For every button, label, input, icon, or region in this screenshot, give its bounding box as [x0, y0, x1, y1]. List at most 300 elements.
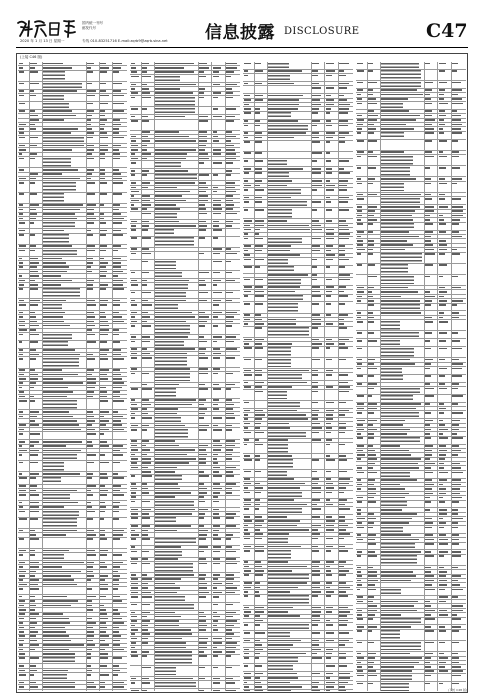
table-cell [142, 170, 149, 172]
table-cell [326, 286, 335, 288]
table-cell [213, 587, 218, 589]
table-cell [131, 445, 136, 447]
table-cell [244, 185, 251, 187]
table-cell [213, 629, 218, 631]
table-cell [368, 596, 374, 598]
table-cell [268, 83, 294, 85]
table-cell [368, 368, 376, 370]
table-cell [226, 272, 232, 274]
table-cell [452, 445, 459, 447]
table-cell [244, 238, 248, 240]
table-cell [155, 353, 187, 355]
table-cell [226, 449, 233, 451]
table-cell [213, 616, 220, 618]
table-cell [43, 445, 66, 447]
table-cell [113, 119, 120, 121]
table-cell [339, 343, 345, 345]
table-cell [255, 520, 264, 522]
table-row [130, 237, 240, 248]
table-cell [439, 479, 448, 481]
table-cell [312, 141, 320, 143]
table-cell [100, 90, 107, 92]
table-cell [87, 284, 93, 286]
table-cell [326, 168, 333, 170]
table-cell [30, 258, 38, 260]
table-cell [326, 185, 336, 187]
table-cell [155, 229, 174, 234]
table-cell [199, 280, 205, 282]
table-cell [43, 182, 75, 191]
table-cell [425, 236, 430, 238]
table-cell [131, 525, 138, 527]
table-cell [100, 485, 105, 487]
table-cell [113, 374, 121, 376]
table-cell [439, 571, 447, 573]
table-cell [87, 429, 96, 431]
table-cell [142, 312, 148, 314]
table-cell [30, 511, 39, 513]
table-cell [452, 580, 458, 582]
table-cell [213, 336, 222, 338]
table-cell [439, 244, 447, 246]
table-cell [425, 231, 432, 233]
table-cell [339, 607, 348, 609]
table-cell [113, 321, 124, 323]
table-cell [131, 633, 135, 635]
table-cell [439, 359, 445, 361]
table-cell [131, 373, 135, 375]
table-cell [19, 554, 22, 556]
table-cell [339, 682, 348, 684]
table-cell [87, 90, 96, 92]
table-cell [213, 513, 219, 515]
table-cell [255, 432, 263, 434]
table-cell [339, 185, 347, 187]
table-cell [339, 516, 345, 518]
table-cell [100, 71, 107, 73]
table-cell [113, 369, 120, 371]
table-cell [19, 284, 24, 286]
table-cell [381, 610, 417, 612]
table-cell [142, 429, 147, 431]
table-cell [244, 516, 249, 518]
table-cell [199, 182, 205, 184]
table-cell [339, 104, 350, 106]
table-cell [368, 82, 377, 84]
table-cell [357, 571, 361, 573]
table-cell [155, 496, 174, 498]
table-cell [226, 551, 236, 553]
table-cell [425, 167, 429, 169]
table-cell [425, 363, 431, 365]
masthead-sub-line1: 国内统一刊号 [82, 21, 103, 25]
table-cell [452, 103, 463, 105]
table-cell [113, 445, 124, 447]
table-cell [312, 570, 319, 572]
table-cell [381, 424, 403, 426]
table-cell [113, 341, 120, 343]
table-cell [439, 666, 446, 668]
table-cell [439, 291, 448, 293]
table-cell [381, 249, 405, 251]
table-cell [100, 490, 108, 492]
table-row [130, 260, 240, 271]
table-cell [268, 120, 298, 122]
table-cell [357, 383, 361, 385]
table-row [356, 411, 466, 419]
table-cell [244, 525, 248, 527]
table-cell [452, 479, 461, 481]
table-cell [368, 332, 374, 334]
table-cell [312, 499, 319, 501]
table-cell [100, 182, 107, 184]
table-cell [87, 391, 94, 393]
table-cell [357, 287, 364, 289]
table-cell [339, 690, 346, 691]
table-cell [439, 589, 445, 591]
table-cell [425, 89, 431, 91]
table-cell [368, 501, 376, 503]
table-cell [452, 363, 463, 365]
table-cell [100, 494, 107, 496]
table-cell [439, 383, 446, 385]
table-cell [213, 225, 220, 227]
table-cell [100, 349, 109, 351]
table-cell [30, 374, 38, 376]
table-cell [142, 467, 148, 469]
table-cell [439, 276, 443, 278]
table-cell [312, 644, 319, 646]
table-cell [425, 156, 434, 158]
table-cell [19, 530, 23, 532]
table-cell [425, 388, 433, 390]
table-cell [312, 538, 318, 540]
table-cell [113, 304, 121, 306]
table-cell [357, 82, 363, 84]
table-cell [19, 518, 26, 520]
table-row [130, 500, 240, 508]
table-cell [142, 530, 148, 532]
table-cell [199, 517, 204, 519]
table-cell [226, 248, 231, 250]
table-cell [87, 230, 92, 232]
table-cell [255, 209, 264, 211]
table-row [130, 229, 240, 237]
table-cell [255, 561, 261, 563]
table-cell [268, 63, 288, 68]
table-cell [19, 550, 26, 552]
table-cell [199, 63, 206, 65]
table-cell [43, 169, 78, 171]
table-cell [142, 84, 147, 86]
table-cell [100, 321, 108, 323]
table-cell [131, 408, 138, 410]
table-cell [425, 551, 431, 553]
table-cell [381, 522, 408, 524]
table-cell [131, 71, 137, 73]
table-cell [312, 291, 320, 293]
table-cell [381, 178, 416, 180]
table-cell [425, 437, 430, 439]
table-cell [155, 272, 181, 277]
table-cell [244, 99, 251, 101]
table-cell [213, 208, 223, 210]
table-cell [87, 341, 96, 343]
table-cell [357, 596, 363, 598]
table-cell [452, 119, 461, 121]
table-cell [19, 266, 23, 268]
table-cell [19, 490, 25, 492]
table-cell [142, 149, 147, 151]
table-cell [142, 300, 148, 302]
table-cell [244, 673, 251, 675]
table-cell [425, 424, 430, 426]
table-cell [244, 229, 251, 231]
table-cell [100, 682, 105, 684]
table-cell [425, 605, 431, 607]
table-cell [30, 454, 38, 456]
table-cell [244, 343, 249, 345]
table-cell [312, 640, 319, 642]
table-cell [255, 410, 263, 412]
table-cell [142, 353, 150, 355]
table-cell [368, 420, 377, 422]
table-cell [100, 477, 109, 479]
table-cell [326, 201, 331, 203]
table-cell [268, 229, 310, 231]
table-cell [312, 259, 316, 261]
table-cell [368, 458, 377, 460]
table-cell [268, 185, 287, 187]
table-cell [199, 429, 207, 431]
table-cell [199, 174, 208, 176]
table-cell [268, 137, 293, 139]
table-cell [244, 141, 250, 143]
table-cell [368, 124, 374, 126]
table-cell [131, 84, 136, 86]
table-cell [43, 90, 77, 92]
table-cell [213, 475, 222, 477]
table-cell [452, 657, 459, 659]
table-cell [326, 591, 334, 593]
table-cell [43, 67, 72, 69]
table-cell [19, 378, 26, 380]
table-row [243, 443, 353, 454]
table-cell [425, 317, 431, 319]
table-cell [439, 194, 445, 196]
table-cell [452, 332, 459, 334]
table-cell [326, 359, 332, 361]
table-cell [199, 462, 206, 464]
table-cell [19, 477, 26, 479]
table-cell [381, 296, 401, 298]
table-cell [268, 690, 291, 691]
table-cell [226, 625, 234, 627]
table-cell [244, 504, 251, 506]
table-cell [142, 108, 147, 110]
table-cell [30, 300, 40, 302]
table-cell [255, 112, 260, 114]
table-cell [439, 501, 446, 503]
table-cell [87, 128, 93, 130]
table-cell [268, 250, 290, 252]
table-cell [425, 522, 433, 524]
table-row [130, 475, 240, 483]
table-cell [357, 368, 361, 370]
table-cell [244, 152, 251, 154]
table-cell [312, 229, 321, 231]
table-cell [155, 440, 174, 442]
table-column-2 [130, 62, 240, 691]
table-cell [312, 359, 319, 361]
table-cell [339, 595, 348, 597]
table-cell [452, 375, 462, 377]
table-cell [113, 506, 119, 508]
table-cell [213, 200, 221, 202]
table-cell [199, 551, 204, 553]
table-cell [87, 622, 97, 624]
table-cell [339, 611, 351, 613]
table-cell [131, 321, 137, 323]
table-cell [113, 511, 120, 513]
table-cell [155, 208, 180, 210]
table-cell [87, 209, 94, 211]
table-cell [255, 657, 259, 659]
table-row [130, 689, 240, 691]
table-cell [255, 570, 264, 572]
table-cell [213, 682, 221, 684]
table-cell [381, 657, 421, 659]
table-cell [326, 233, 334, 235]
table-cell [357, 300, 361, 302]
table-cell [142, 97, 151, 99]
table-cell [30, 63, 37, 65]
table-cell [113, 400, 124, 402]
table-cell [268, 279, 301, 284]
table-cell [213, 131, 217, 133]
table-cell [113, 158, 120, 160]
table-cell [357, 589, 360, 591]
table-cell [439, 497, 444, 499]
table-cell [439, 513, 447, 515]
table-cell [100, 686, 105, 688]
table-row [18, 477, 127, 485]
table-cell [425, 98, 430, 100]
table-cell [100, 613, 107, 615]
table-cell [425, 206, 434, 208]
table-cell [19, 63, 23, 65]
table-row [130, 538, 240, 546]
table-cell [357, 395, 364, 397]
table-cell [142, 475, 152, 477]
table-row [356, 70, 466, 81]
table-cell [100, 329, 109, 331]
table-cell [226, 454, 232, 456]
table-cell [357, 484, 361, 486]
table-row [18, 518, 127, 529]
table-cell [357, 219, 361, 221]
table-cell [357, 103, 362, 105]
table-cell [244, 83, 248, 85]
table-cell [255, 615, 260, 617]
table-cell [155, 417, 180, 422]
table-cell [100, 538, 107, 540]
table-cell [142, 587, 148, 589]
table-row [356, 630, 466, 641]
table-cell [312, 83, 318, 85]
table-cell [326, 370, 334, 372]
table-cell [30, 600, 35, 602]
table-cell [226, 373, 234, 375]
table-cell [255, 303, 263, 305]
table-cell [30, 234, 35, 236]
table-cell [113, 411, 118, 413]
table-cell [326, 197, 331, 199]
table-cell [199, 592, 209, 594]
table-cell [213, 341, 218, 343]
table-cell [131, 368, 137, 370]
table-cell [87, 670, 92, 672]
table-cell [226, 221, 234, 223]
table-cell [199, 408, 207, 410]
table-cell [155, 221, 179, 223]
table-cell [213, 76, 220, 78]
table-cell [113, 95, 124, 97]
table-cell [425, 567, 431, 569]
table-cell [368, 89, 373, 91]
table-cell [425, 450, 431, 452]
table-cell [255, 160, 263, 162]
table-cell [226, 488, 232, 490]
table-cell [199, 417, 204, 419]
table-cell [244, 459, 252, 461]
table-row [18, 303, 127, 311]
table-cell [425, 493, 433, 495]
table-cell [30, 609, 35, 611]
table-cell [100, 391, 107, 393]
table-cell [268, 686, 301, 688]
table-cell [226, 162, 233, 164]
table-cell [19, 635, 25, 637]
table-cell [100, 530, 105, 532]
table-cell [100, 193, 107, 195]
table-cell [19, 67, 23, 69]
table-cell [244, 478, 250, 480]
table-cell [87, 204, 96, 206]
table-cell [43, 518, 77, 527]
table-cell [244, 640, 250, 642]
table-row [18, 587, 127, 595]
table-cell [368, 115, 377, 117]
table-cell [255, 245, 263, 247]
table-cell [30, 378, 38, 380]
table-cell [30, 441, 39, 443]
table-cell [368, 463, 375, 465]
table-cell [439, 321, 449, 323]
table-cell [142, 213, 150, 215]
table-cell [199, 213, 207, 215]
table-cell [142, 140, 150, 142]
table-cell [357, 375, 363, 377]
table-cell [199, 116, 208, 118]
table-cell [312, 238, 321, 240]
table-row [356, 197, 466, 205]
table-row [18, 453, 127, 461]
table-row [18, 82, 127, 90]
table-cell [30, 312, 35, 314]
table-cell [199, 587, 207, 589]
table-cell [357, 630, 362, 632]
